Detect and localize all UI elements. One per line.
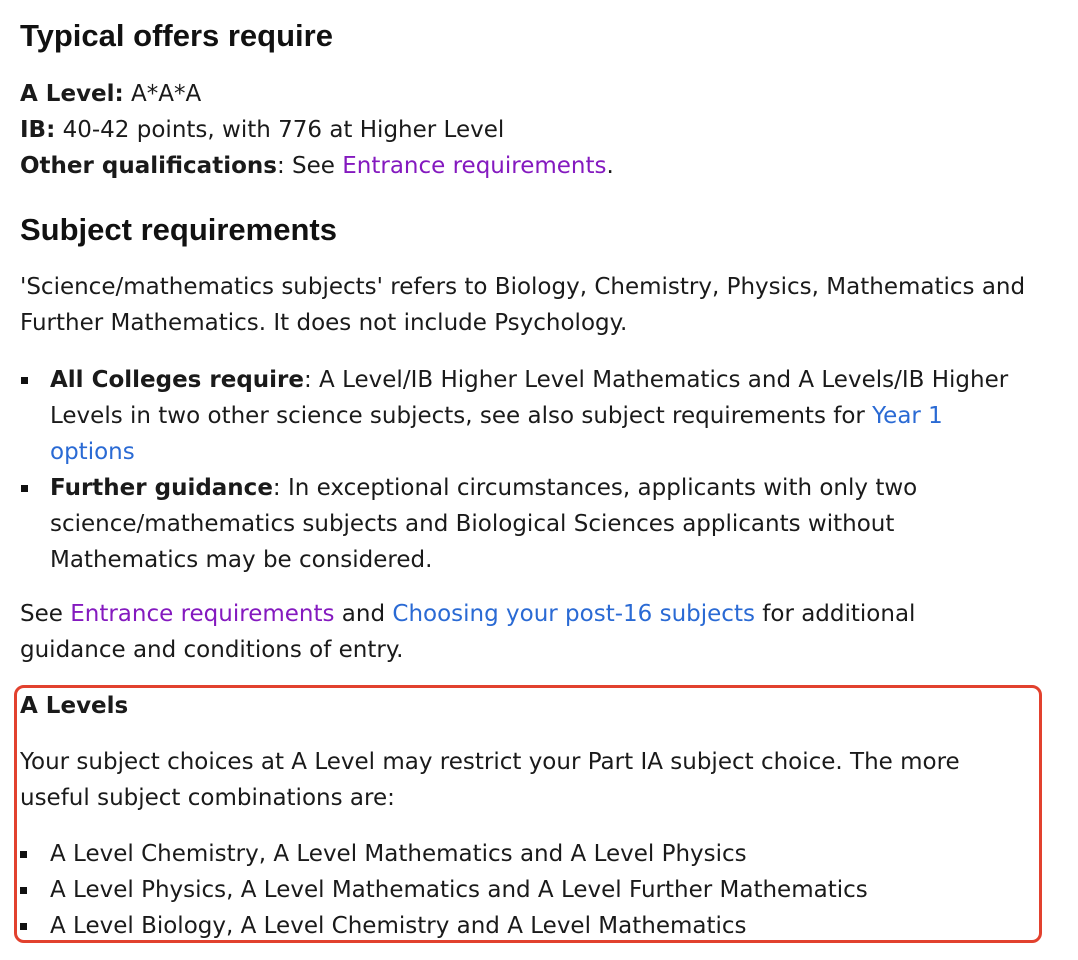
list-item: A Level Physics, A Level Mathematics and A Level Further Mathematics	[20, 872, 1030, 908]
a-level-offer: A Level: A*A*A	[20, 81, 202, 107]
choosing-post-16-subjects-link[interactable]: Choosing your post-16 subjects	[392, 601, 755, 627]
bullet-icon	[21, 377, 28, 384]
combinations-list	[20, 836, 1030, 944]
typical-offers-heading: Typical offers require	[20, 18, 333, 53]
a-levels-text: Your subject choices at A Level may restrict your Part IA subject choice. The more useful subject combinations are:	[20, 749, 960, 811]
list-item: A Level Biology, A Level Chemistry and A Level Mathematics	[20, 908, 1030, 944]
bullet-icon	[20, 851, 27, 858]
bullet-icon	[21, 485, 28, 492]
see-also-paragraph: See Entrance requirements and Choosing your post-16 subjects for additional guidance and conditions of entry.	[20, 601, 916, 663]
offers-block	[20, 76, 614, 184]
subject-requirements-heading: Subject requirements	[20, 212, 337, 247]
bullet-icon	[20, 923, 27, 930]
list-item: Further guidance: In exceptional circumstances, applicants with only two science/mathematics subjects and Biological Sciences applicants without Mathematics may be considered.	[20, 470, 1020, 578]
bullet-icon	[20, 887, 27, 894]
a-levels-section	[20, 688, 1030, 944]
requirements-list	[20, 362, 1020, 578]
subject-intro: 'Science/mathematics subjects' refers to Biology, Chemistry, Physics, Mathematics and Further Mathematics. It does not include Psychology.	[20, 274, 1026, 336]
list-item: A Level Chemistry, A Level Mathematics and A Level Physics	[20, 836, 1030, 872]
entrance-requirements-link[interactable]: Entrance requirements	[342, 153, 607, 179]
a-levels-heading: A Levels	[20, 693, 129, 719]
year-1-options-link[interactable]: Year 1 options	[50, 403, 943, 465]
list-item: All Colleges require: A Level/IB Higher Level Mathematics and A Levels/IB Higher Levels in two other science subjects, see also subject requirements for Year 1 options	[20, 362, 1020, 470]
ib-offer: IB: 40-42 points, with 776 at Higher Level	[20, 117, 505, 143]
other-qualifications-offer: Other qualifications: See Entrance requirements.	[20, 153, 614, 179]
entrance-requirements-link-2[interactable]: Entrance requirements	[70, 601, 335, 627]
